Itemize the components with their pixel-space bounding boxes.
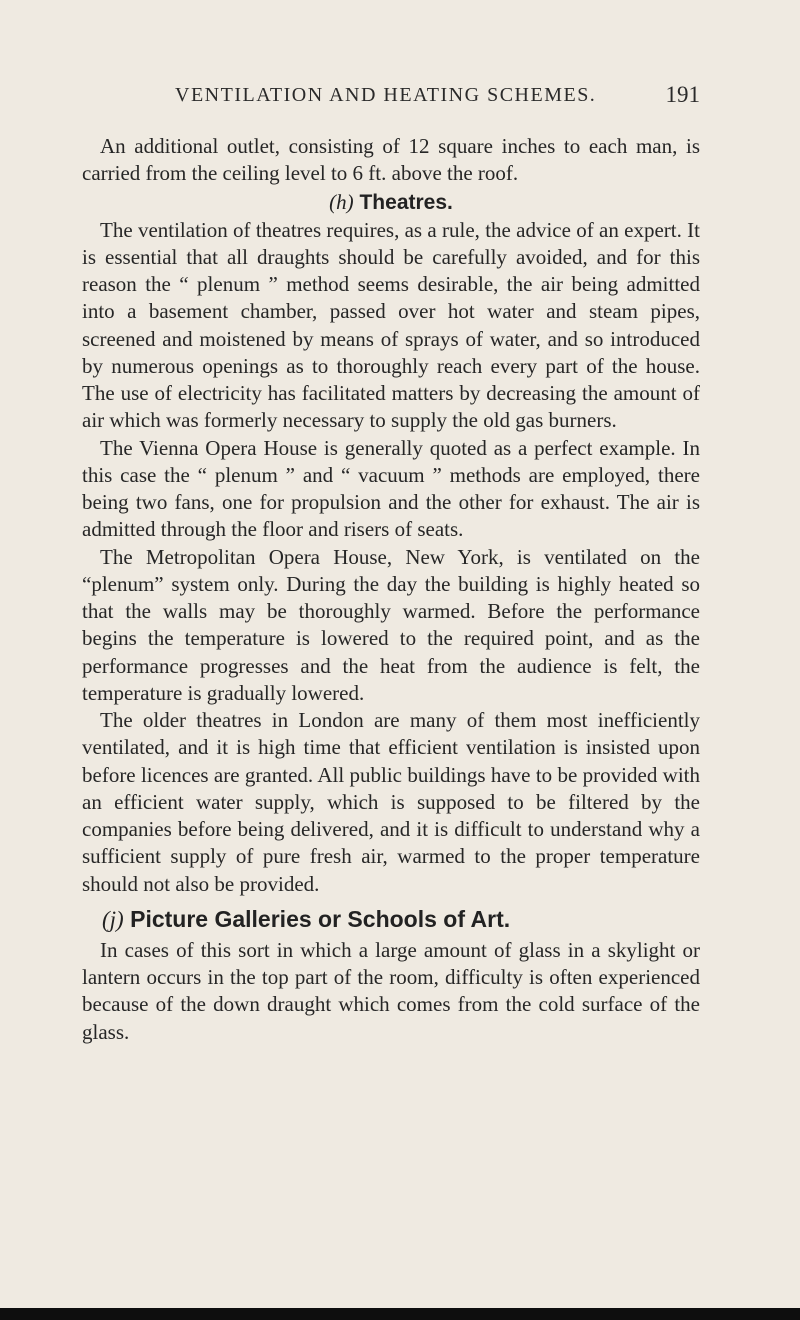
theatres-paragraph-4: The older theatres in London are many of them most inefficiently ventilated, and it is high time that efficient ventilation is insisted upon before licences are granted. All public buildings have to be provided with an efficient water supply, which is supposed to be filtered by the companies before being delivered, and it is difficult to understand why a sufficient supply of pure fresh air, warmed to the proper temperature should not also be provided. <box>82 708 700 896</box>
page-body <box>82 133 700 1046</box>
section-j-heading <box>82 904 700 935</box>
theatres-paragraph-2: The Vienna Opera House is generally quoted as a perfect example. In this case the “ plenum ” and “ vacuum ” methods are employed, there being two fans, one for propulsion and the other for exhaust. The air is admitted through the floor and risers of seats. <box>82 435 700 542</box>
section-h-label: (h) <box>329 189 354 214</box>
theatres-paragraph-3: The Metropolitan Opera House, New York, is ventilated on the “plenum” system only. During the day the building is highly heated so that the walls may be thoroughly warmed. Before the performance begins the temperature is lowered to the required point, and as the performance progresses and the heat from the audience is felt, the temperature is gradually lowered. <box>82 544 700 705</box>
theatres-paragraph-1: The ventilation of theatres requires, as a rule, the advice of an expert. It is essential that all draughts should be carefully avoided, and for this reason the “ plenum ” method seems desirable, the air being admitted into a basement chamber, passed over hot water and steam pipes, screened and moistened by means of sprays of water, and so introduced by numerous openings as to thoroughly reach every part of the house. The use of electricity has facilitated matters by decreasing the amount of air which was formerly necessary to supply the old gas burners. <box>82 217 700 433</box>
section-h-title: Theatres. <box>359 190 453 214</box>
galleries-paragraph-1: In cases of this sort in which a large amount of glass in a skylight or lantern occurs in the top part of the room, difficulty is often experienced because of the down draught which comes from the cold surface of the glass. <box>82 937 700 1044</box>
section-h-heading <box>82 188 700 217</box>
running-head: VENTILATION AND HEATING SCHEMES. <box>175 84 597 106</box>
intro-paragraph: An additional outlet, consisting of 12 square inches to each man, is carried from the ceiling level to 6 ft. above the roof. <box>82 134 700 186</box>
section-j-title: Picture Galleries or Schools of Art. <box>130 905 511 932</box>
bottom-edge-rule <box>0 1308 800 1320</box>
section-j-label: (j) <box>102 906 124 932</box>
page-number: 191 <box>665 82 700 107</box>
